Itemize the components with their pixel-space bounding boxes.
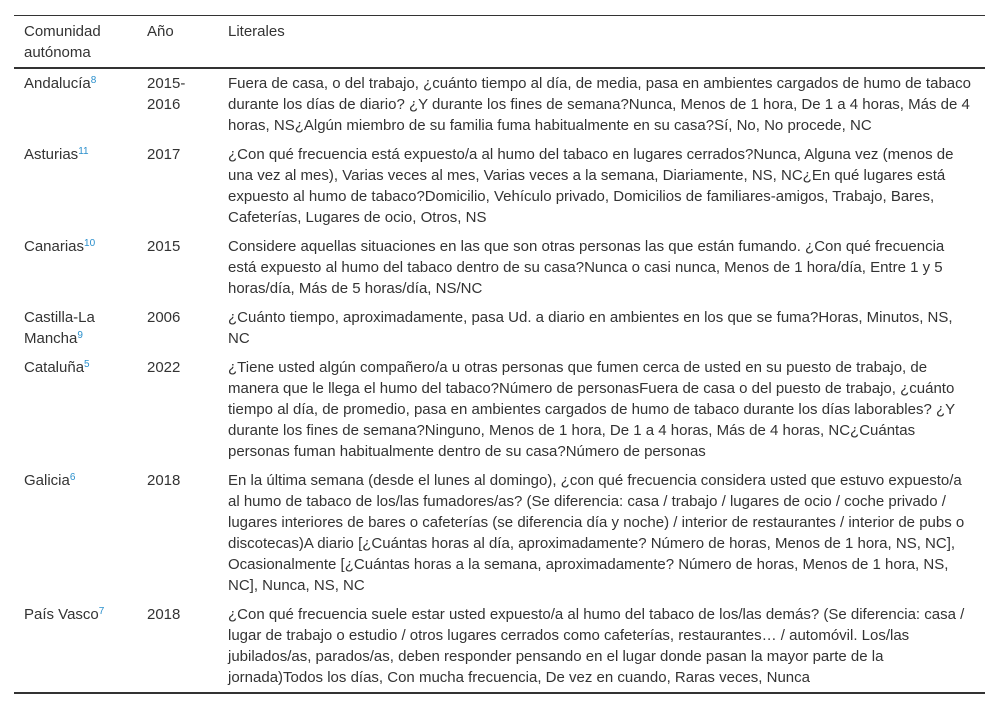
reference-link[interactable]: 8 [90, 75, 97, 86]
region-cell [14, 600, 137, 693]
reference-link[interactable]: 10 [84, 238, 96, 249]
text-cell: ¿Con qué frecuencia está expuesto/a al humo del tabaco en lugares cerrados?Nunca, Alguna vez (menos de una vez al mes), Varias veces al mes, Varias veces a la semana, Diariamente, NS, NC¿En qué lugares está expuesto al humo de tabaco?Domicilio, Vehículo privado, Domicilios de familiares-amigos, Trabajo, Bares, Cafeterías, Lugares de ocio, Otros, NS [228, 146, 954, 226]
year-cell: 2022 [147, 359, 181, 376]
region-name: Andalucía [24, 75, 91, 92]
table-row [14, 140, 985, 232]
header-region: Comunidad autónoma [24, 23, 101, 61]
year-cell: 2006 [147, 309, 181, 326]
region-name: Castilla-La Mancha [24, 309, 95, 347]
literals-table [14, 15, 985, 694]
region-cell [14, 303, 137, 353]
table-row [14, 600, 985, 693]
region-cell [14, 232, 137, 303]
text-cell: ¿Cuánto tiempo, aproximadamente, pasa Ud. a diario en ambientes en los que se fuma?Horas, Minutos, NS, NC [228, 309, 953, 347]
year-cell: 2015-2016 [147, 75, 186, 113]
reference-link[interactable]: 5 [84, 359, 90, 370]
region-name: País Vasco [24, 606, 99, 623]
region-cell [14, 68, 137, 140]
table-row [14, 353, 985, 466]
text-cell: En la última semana (desde el lunes al domingo), ¿con qué frecuencia considera usted que estuvo expuesto/a al humo de tabaco de los/las fumadores/as? (Se diferencia: casa / trabajo / lugares de ocio / coche privado / lugares interiores de bares o cafeterías (se diferencia día y noche) / interior de restaurantes / interior de pubs o discotecas)A diario [¿Cuántas horas al día, aproximadamente? Número de horas, Menos de 1 hora, NS, NC], Ocasionalmente [¿Cuántas horas a la semana, aproximadamente? Número de horas, Menos de 1 hora, NS, NC], Nunca, NS, NC [228, 472, 965, 594]
text-cell: ¿Con qué frecuencia suele estar usted expuesto/a al humo del tabaco de los/las demás? (Se diferencia: casa / lugar de trabajo o estudio / otros lugares cerrados como cafeterías, restaurantes… / automóvil. Los/las jubilados/as, parados/as, deben responder pensando en el lugar donde pasan la mayor parte de la jornada)Todos los días, Con mucha frecuencia, De vez en cuando, Raras veces, Nunca [228, 606, 965, 686]
table-row [14, 303, 985, 353]
region-cell [14, 466, 137, 600]
table-header [14, 16, 985, 69]
year-cell: 2017 [147, 146, 181, 163]
region-name: Canarias [24, 238, 85, 255]
region-name: Asturias [24, 146, 79, 163]
reference-link[interactable]: 9 [77, 330, 83, 341]
table-row [14, 466, 985, 600]
region-cell [14, 140, 137, 232]
reference-link[interactable]: 6 [69, 472, 76, 483]
region-name: Galicia [24, 472, 70, 489]
region-name: Cataluña [24, 359, 85, 376]
reference-link[interactable]: 11 [78, 146, 89, 157]
table-row [14, 68, 985, 140]
text-cell: Fuera de casa, o del trabajo, ¿cuánto tiempo al día, de media, pasa en ambientes cargados de humo de tabaco durante los días de diario? ¿Y durante los fines de semana?Nunca, Menos de 1 hora, De 1 a 4 horas, Más de 4 horas, NS¿Algún miembro de su familia fuma habitualmente en su casa?Sí, No, No procede, NC [228, 75, 971, 134]
table-body [14, 68, 985, 693]
header-text: Literales [228, 23, 285, 40]
year-cell: 2018 [147, 606, 181, 623]
header-year: Año [147, 23, 174, 40]
text-cell: Considere aquellas situaciones en las que son otras personas las que están fumando. ¿Con qué frecuencia está expuesto al humo del tabaco dentro de su casa?Nunca o casi nunca, Menos de 1 hora/día, Entre 1 y 5 horas/día, Más de 5 horas/día, NS/NC [228, 238, 945, 297]
text-cell: ¿Tiene usted algún compañero/a u otras personas que fumen cerca de usted en su puesto de trabajo, de manera que le llega el humo del tabaco?Número de personasFuera de casa o del puesto de trabajo, ¿cuánto tiempo al día, de promedio, pasa en ambientes cargados de humo de tabaco durante los días laborables? ¿Y durante los fines de semana?Ninguno, Menos de 1 hora, De 1 a 4 horas, Más de 4 horas, NC¿Cuántas personas fuman habitualmente dentro de su casa?Número de personas [228, 359, 955, 460]
year-cell: 2015 [147, 238, 181, 255]
region-cell [14, 353, 137, 466]
header-row [14, 16, 985, 69]
year-cell: 2018 [147, 472, 181, 489]
table-row [14, 232, 985, 303]
reference-link[interactable]: 7 [98, 606, 105, 617]
